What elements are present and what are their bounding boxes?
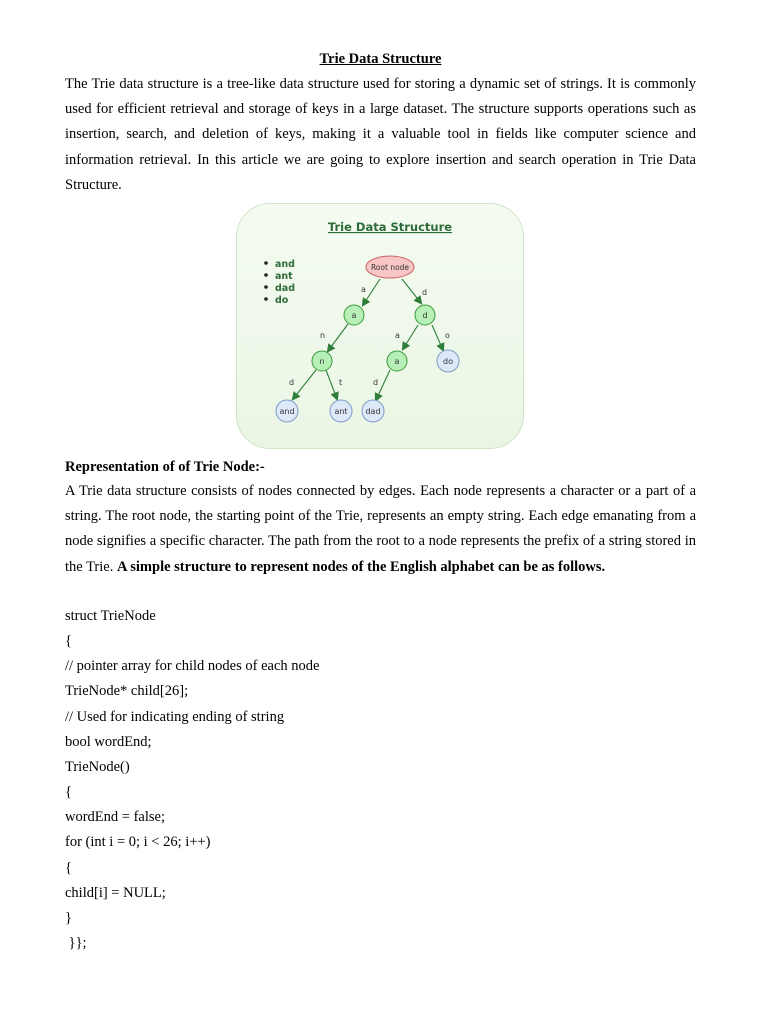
node-label: dad [365, 407, 381, 416]
code-line: } [65, 909, 72, 926]
representation-bold-text: A simple structure to represent nodes of the English alphabet can be as follows. [116, 558, 606, 575]
edge-label: o [445, 331, 450, 340]
edge-label: t [339, 378, 343, 387]
edge-a-n [328, 324, 348, 351]
code-line: for (int i = 0; i < 26; i++) [65, 834, 211, 851]
edge-labels [289, 285, 450, 387]
leaf-node-ant [330, 400, 352, 422]
root-node [366, 256, 414, 278]
edge-label: d [422, 288, 428, 297]
node-label: n [319, 357, 325, 366]
word-list-item: and [275, 259, 295, 270]
edge-label: d [373, 378, 379, 387]
code-line: { [65, 784, 72, 801]
edge-root-d [402, 279, 421, 303]
trie-edges [293, 279, 443, 400]
node-label: a [394, 357, 400, 366]
intro-paragraph: The Trie data structure is a tree-like data structure used for storing a dynamic set of strings. It is commonly used for efficient retrieval and storage of keys in a large dataset. The structure supports operations such as insertion, search, and deletion of keys, making it a valuable tool in fields like computer science and information retrieval. In this article we are going to explore insertion and search operation in Trie Data Structure. [65, 76, 696, 193]
figure-title: Trie Data Structure [327, 220, 453, 234]
node-a-level2 [387, 351, 407, 371]
representation-paragraph [65, 479, 696, 580]
leaf-node-do [437, 350, 459, 372]
code-line: TrieNode() [65, 758, 130, 775]
word-list-item: dad [275, 283, 296, 294]
word-list-item: ant [275, 271, 293, 282]
word-list-item: do [275, 295, 289, 306]
node-label: do [443, 357, 453, 366]
node-label: and [279, 407, 295, 416]
code-line: { [65, 633, 72, 650]
edge-d-do [432, 325, 443, 350]
node-a-level1 [344, 305, 364, 325]
section-heading: Representation of of Trie Node:- [65, 459, 265, 475]
leaf-node-and [276, 400, 298, 422]
code-line: child[i] = NULL; [65, 884, 166, 901]
edge-label: a [361, 285, 366, 294]
code-line: struct TrieNode [65, 608, 156, 624]
edge-n-and [293, 370, 316, 399]
edge-label: d [289, 378, 295, 387]
code-line: TrieNode* child[26]; [65, 683, 189, 700]
code-line: bool wordEnd; [65, 733, 152, 750]
code-line: wordEnd = false; [65, 809, 165, 826]
node-label: d [422, 311, 428, 320]
code-block [65, 604, 696, 956]
node-d-level1 [415, 305, 435, 325]
code-line: { [65, 859, 72, 876]
node-n [312, 351, 332, 371]
page-title: Trie Data Structure [319, 51, 442, 67]
edge-n-ant [326, 370, 337, 399]
node-label: a [351, 311, 357, 320]
leaf-node-dad [362, 400, 384, 422]
root-node-label: Root node [370, 263, 410, 272]
node-label: ant [334, 407, 348, 416]
trie-diagram [237, 204, 525, 450]
edge-d-a [403, 325, 418, 349]
word-list [264, 259, 295, 306]
code-line: // pointer array for child nodes of each node [65, 658, 320, 675]
code-line: }}; [65, 935, 87, 952]
edge-a-dad [376, 370, 390, 400]
representation-text: A Trie data structure consists of nodes connected by edges. Each node represents a character or a part of a string. The root node, the starting point of the Trie, represents an empty string. Each edge emanating from a node signifies a specific character. The path from the root to a node represents the prefix of a string stored in the Trie. [65, 483, 696, 575]
edge-label: n [320, 331, 326, 340]
edge-label: a [395, 331, 400, 340]
code-line: // Used for indicating ending of string [65, 708, 285, 725]
trie-figure [236, 203, 524, 449]
